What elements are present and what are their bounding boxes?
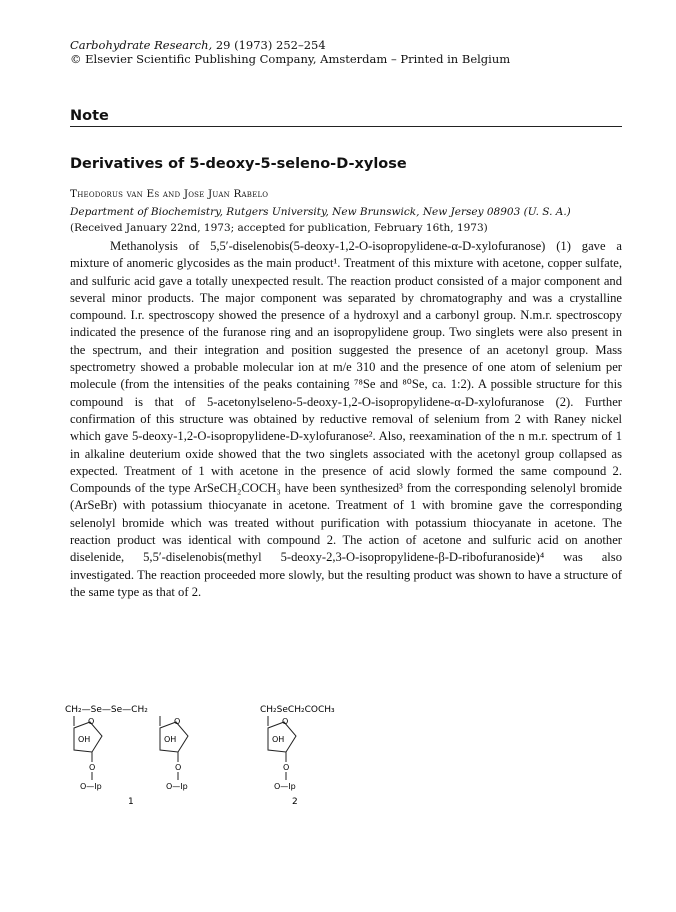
article-title: Derivatives of 5-deoxy-5-seleno-D-xylose [70,156,407,172]
ring-oxygen: O [283,763,290,772]
ring-oxygen: O [88,717,95,726]
journal-volume: 29 (1973) 252–254 [212,38,326,52]
compound-1-structure [65,705,188,807]
ring-oxygen: O [175,763,182,772]
compound-1-number: 1 [128,797,134,807]
hydroxyl-label: OH [164,735,177,744]
compound-2-number: 2 [292,797,298,807]
article-body: Methanolysis of 5,5′-diselenobis(5-deoxy-1,2-O-isopropylidene-α-D-xylofuranose) (1) gave a mixture of anomeric glycosides as the main product¹. Treatment of this mixture with acetone, copper sulfate, and sulfuric acid gave a totally unexpected result. The reaction product consisted of a major component and several minor products. The major component was separated by chromatography and was a crystalline compound. I.r. spectroscopy showed the presence of a hydroxyl and a carbonyl group. N.m.r. spectroscopy indicated the presence of the furanose ring and an isopropylidene group. Two singlets were also present in the spectrum, and their integration and position suggested the presence of an acetonyl group. Mass spectrometry showed a probable molecular ion at m/e 310 and the presence of one atom of selenium per molecule (from the intensities of the peaks containing ⁷⁸Se and ⁸⁰Se, ca. 1:2). A possible structure for this compound is that of 5-acetonylseleno-5-deoxy-1,2-O-isopropylidene-α-D-xylofuranose (2). Further confirmation of this structure was obtained by reductive removal of selenium from 2 with Raney nickel which gave 5-deoxy-1,2-O-isopropylidene-D-xylofuranose². Also, reexamination of the n m.r. spectrum of 1 in alkaline deuterium oxide showed that the two singlets associated with the acetonyl group collapsed as expected. Treatment of 1 with acetone in the presence of acid slowly formed the same compound 2. Compounds of the type ArSeCH₂COCH₃ have been synthesized³ from the corresponding selenolyl bromide (ArSeBr) with potassium thiocyanate in acetone. Treatment of 1 with bromine gave the corresponding selenolyl bromide which was treated without purification with potassium thiocyanate in acetone. The reaction product was identical with compound 2. The action of acetone and sulfuric acid on another diselenide, 5,5′-diselenobis(methyl 5-deoxy-2,3-O-isopropylidene-β-D-ribofuranoside)⁴ was also investigated. The reaction proceeded more slowly, but the resulting product was shown to have a structure of the same type as that of 2. [70,239,622,599]
compound-2-substituent-label: CH₂SeCH₂COCH₃ [260,705,335,715]
isopropylidene-label: O—Ip [166,782,188,791]
compound-1-diselenide-label: CH₂—Se—Se—CH₂ [65,705,148,715]
hydroxyl-label: OH [78,735,91,744]
received-dates: (Received January 22nd, 1973; accepted for publication, February 16th, 1973) [70,222,488,234]
ring-oxygen: O [174,717,181,726]
isopropylidene-label: O—Ip [274,782,296,791]
compound-2-structure [260,705,335,807]
journal-name: Carbohydrate Research, [70,38,213,52]
journal-header [70,38,510,66]
isopropylidene-label: O—Ip [80,782,102,791]
journal-citation-line [70,38,510,52]
section-divider [70,126,622,127]
hydroxyl-label: OH [272,735,285,744]
publisher-line: © Elsevier Scientific Publishing Company, Amsterdam – Printed in Belgium [70,52,511,66]
section-label: Note [70,108,109,124]
ring-oxygen: O [282,717,289,726]
ring-oxygen: O [89,763,96,772]
author-affiliation: Department of Biochemistry, Rutgers University, New Brunswick, New Jersey 08903 (U. S. A.) [70,206,571,218]
chemical-structures [60,700,380,810]
article-authors: Theodorus van Es and Jose Juan Rabelo [70,188,269,200]
